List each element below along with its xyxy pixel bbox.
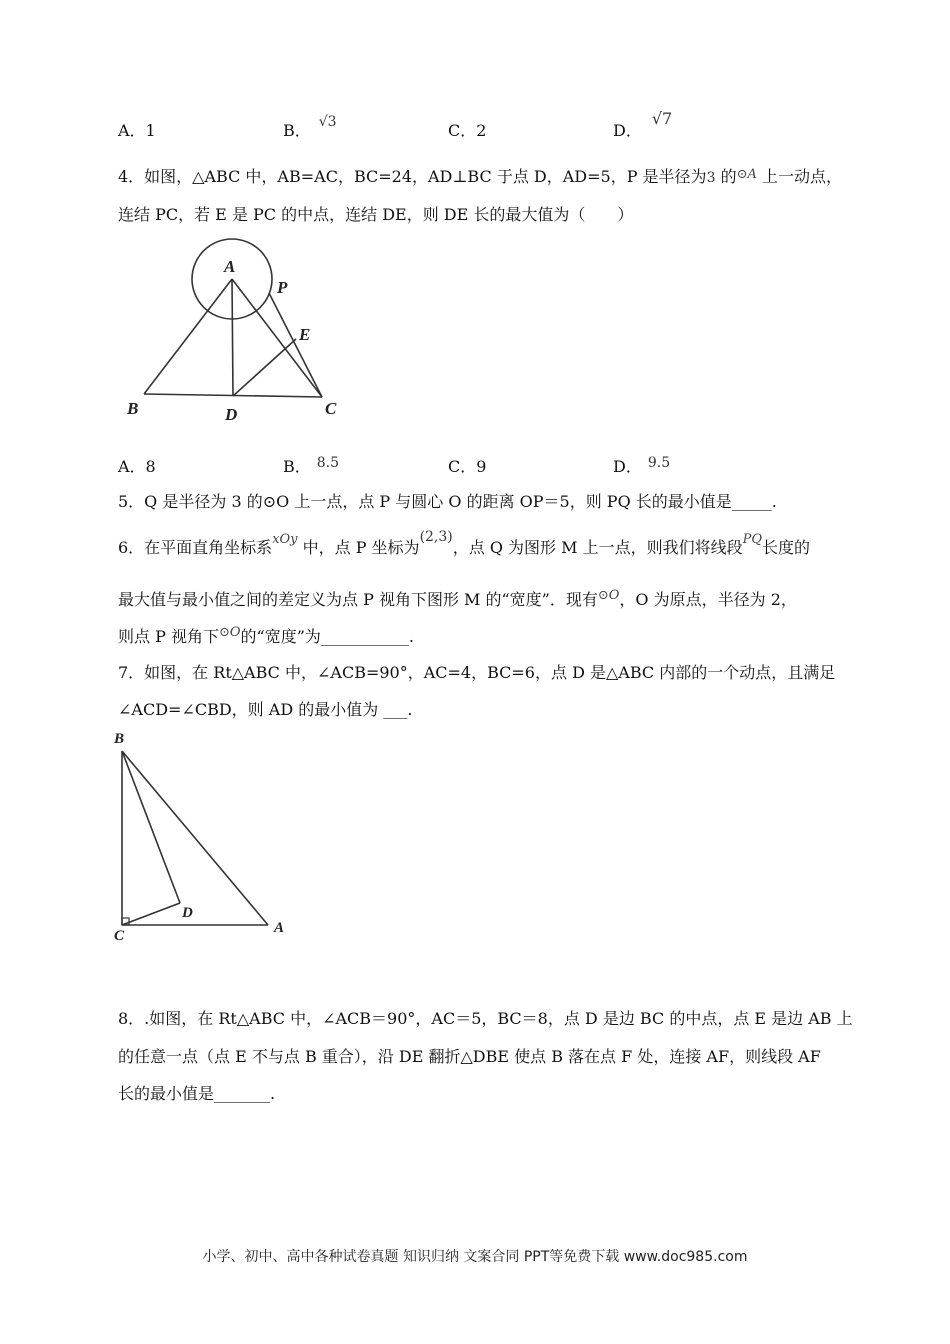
xoy-symbol: xOy: [272, 532, 298, 547]
circle-o-symbol-2: ⊙O: [218, 625, 241, 640]
segment-ab: [144, 279, 232, 394]
label-a: A: [274, 920, 285, 936]
q3-option-d: D．√7: [613, 109, 673, 140]
segment-de: [233, 339, 296, 396]
segment-cd: [122, 903, 180, 925]
circle-a-symbol: ⊙A: [736, 167, 757, 182]
q3-option-b-math: √3: [318, 114, 337, 130]
segment-ba: [122, 751, 268, 925]
circle-o-symbol: ⊙O: [597, 588, 620, 603]
label-e: E: [299, 325, 311, 344]
q7-line2: ∠ACD=∠CBD，则 AD 的最小值为 ___.: [118, 700, 413, 719]
q3-option-d-math: √7: [651, 109, 673, 128]
q3-option-b: B． √3: [283, 114, 337, 140]
q3-option-a: A．1: [118, 121, 156, 140]
q6-line1: 6．在平面直角坐标系$^{xOy}$ 中，点 P 坐标为(2,3)，点 Q 为图形 M 上一点，则我们将线段$^{PQ}$长度的: [118, 529, 811, 557]
pq-symbol: PQ: [742, 532, 763, 547]
q4-option-a: A．8: [118, 457, 156, 476]
label-b: B: [114, 731, 125, 747]
segment-bd: [122, 751, 180, 903]
q7-line1: 7．如图，在 Rt△ABC 中，∠ACB=90°，AC=4，BC=6，点 D 是△ABC 内部的一个动点，且满足: [118, 663, 836, 682]
q8-line1: 8．.如图，在 Rt△ABC 中，∠ACB＝90°，AC＝5，BC＝8，点 D 是边 BC 的中点，点 E 是边 AB 上: [118, 1009, 853, 1028]
page-footer: 小学、初中、高中各种试卷真题 知识归纳 文案合同 PPT等免费下载 www.doc985.com: [202, 1249, 748, 1265]
q6-line3: 则点 P 视角下$^{⊙O}$的“宽度”为___________.: [118, 625, 414, 646]
q4-option-c: C．9: [448, 457, 487, 476]
q4-line2: 连结 PC，若 E 是 PC 的中点，连结 DE，则 DE 长的最大值为（ ）: [118, 205, 634, 224]
coordinate-symbol: (2,3): [419, 529, 453, 545]
q4-option-d-math: 9.5: [647, 455, 671, 471]
label-d: D: [182, 905, 193, 921]
q4-line1: 4．如图，△ABC 中，AB=AC，BC=24，AD⊥BC 于点 D，AD=5，P 是半径为3 的$^{⊙A}$ 上一动点，: [118, 167, 842, 186]
label-d: D: [225, 405, 238, 424]
q6-line2: 最大值与最小值之间的差定义为点 P 视角下图形 M 的“宽度”．现有$^{⊙O}$，O 为原点，半径为 2，: [118, 588, 797, 609]
q3-option-c: C．2: [448, 121, 487, 140]
segment-ad: [232, 279, 233, 396]
q8-line2: 的任意一点（点 E 不与点 B 重合），沿 DE 翻折△DBE 使点 B 落在点 F 处，连接 AF，则线段 AF: [118, 1047, 821, 1066]
q4-option-d: D． 9.5: [613, 455, 671, 476]
q4-figure: [115, 235, 355, 430]
q7-figure: [110, 726, 300, 946]
q4-option-b: B． 8.5: [283, 455, 340, 476]
q4-option-b-math: 8.5: [316, 455, 340, 471]
label-b: B: [127, 399, 139, 418]
q5-text: 5．Q 是半径为 3 的⊙O 上一点，点 P 与圆心 O 的距离 OP＝5，则 PQ 长的最小值是_____.: [118, 492, 777, 511]
label-a: A: [224, 257, 236, 276]
label-p: P: [277, 278, 288, 297]
q8-line3: 长的最小值是_______.: [118, 1084, 276, 1103]
segment-pc: [269, 293, 322, 397]
label-c: C: [114, 928, 125, 944]
label-c: C: [325, 399, 337, 418]
